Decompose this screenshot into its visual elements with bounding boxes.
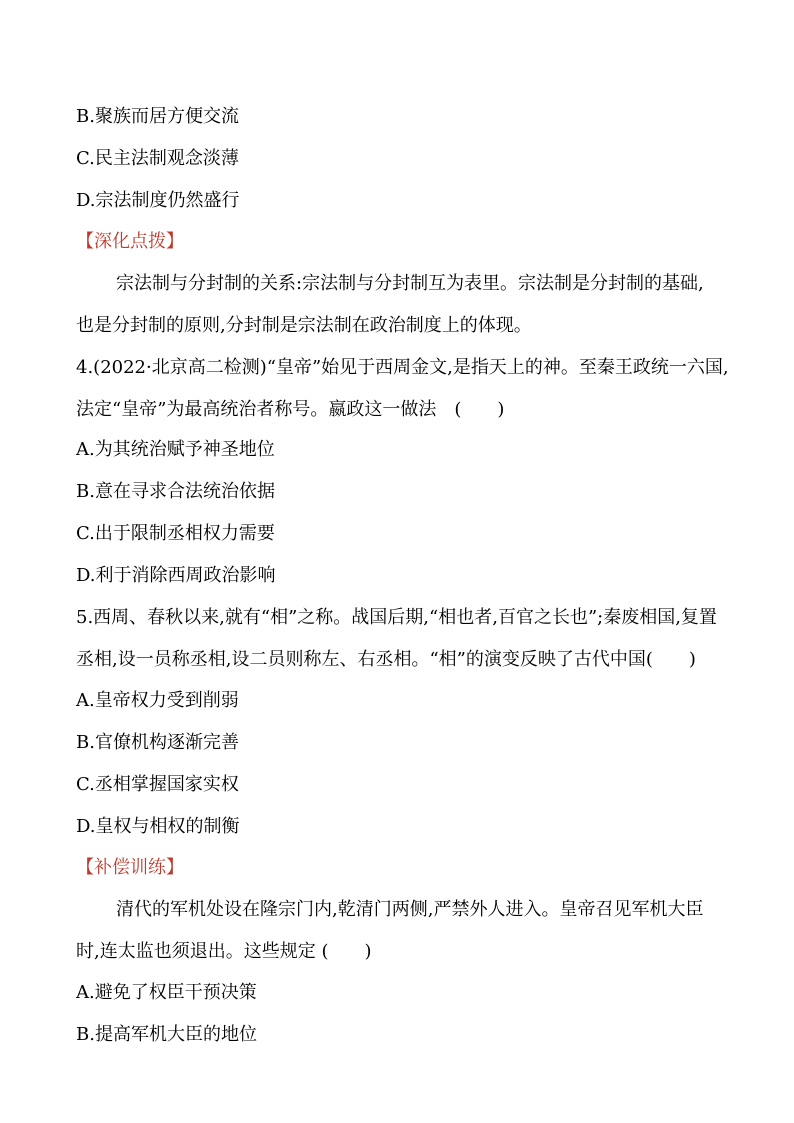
- q5-stem-line-1: 5.西周、春秋以来,就有“相”之称。战国后期,“相也者,百官之长也”;秦废相国,复置: [76, 607, 717, 628]
- q4-option-c: C.出于限制丞相权力需要: [76, 523, 275, 544]
- q5-option-b: B.官僚机构逐渐完善: [76, 732, 239, 753]
- tip1-line-2: 也是分封制的原则,分封制是宗法制在政治制度上的体现。: [76, 315, 532, 336]
- q5-option-c: C.丞相掌握国家实权: [76, 774, 239, 795]
- q5-option-a: A.皇帝权力受到削弱: [76, 690, 239, 711]
- q3-option-d: D.宗法制度仍然盛行: [76, 190, 240, 211]
- tip1-line-1: 宗法制与分封制的关系:宗法制与分封制互为表里。宗法制是分封制的基础,: [116, 273, 704, 294]
- q5-stem-line-2: 丞相,设一员称丞相,设二员则称左、右丞相。“相”的演变反映了古代中国( ): [76, 649, 696, 670]
- q4-stem-line-2: 法定“皇帝”为最高统治者称号。嬴政这一做法 ( ): [76, 399, 505, 420]
- q4-stem-line-1: 4.(2022·北京高二检测)“皇帝”始见于西周金文,是指天上的神。至秦王政统一六国,: [76, 357, 729, 378]
- q5-option-d: D.皇权与相权的制衡: [76, 816, 240, 837]
- tip-label-deepen: 【深化点拨】: [76, 231, 184, 252]
- tip2-option-a: A.避免了权臣干预决策: [76, 982, 257, 1003]
- q4-option-a: A.为其统治赋予神圣地位: [76, 439, 275, 460]
- q3-option-b: B.聚族而居方便交流: [76, 106, 239, 127]
- tip2-line-2: 时,连太监也须退出。这些规定 ( ): [76, 941, 372, 962]
- tip2-line-1: 清代的军机处设在隆宗门内,乾清门两侧,严禁外人进入。皇帝召见军机大臣: [116, 899, 704, 920]
- q4-option-b: B.意在寻求合法统治依据: [76, 481, 275, 502]
- q4-option-d: D.利于消除西周政治影响: [76, 565, 276, 586]
- tip-label-compensate: 【补偿训练】: [76, 857, 184, 878]
- tip2-option-b: B.提高军机大臣的地位: [76, 1024, 257, 1045]
- q3-option-c: C.民主法制观念淡薄: [76, 148, 239, 169]
